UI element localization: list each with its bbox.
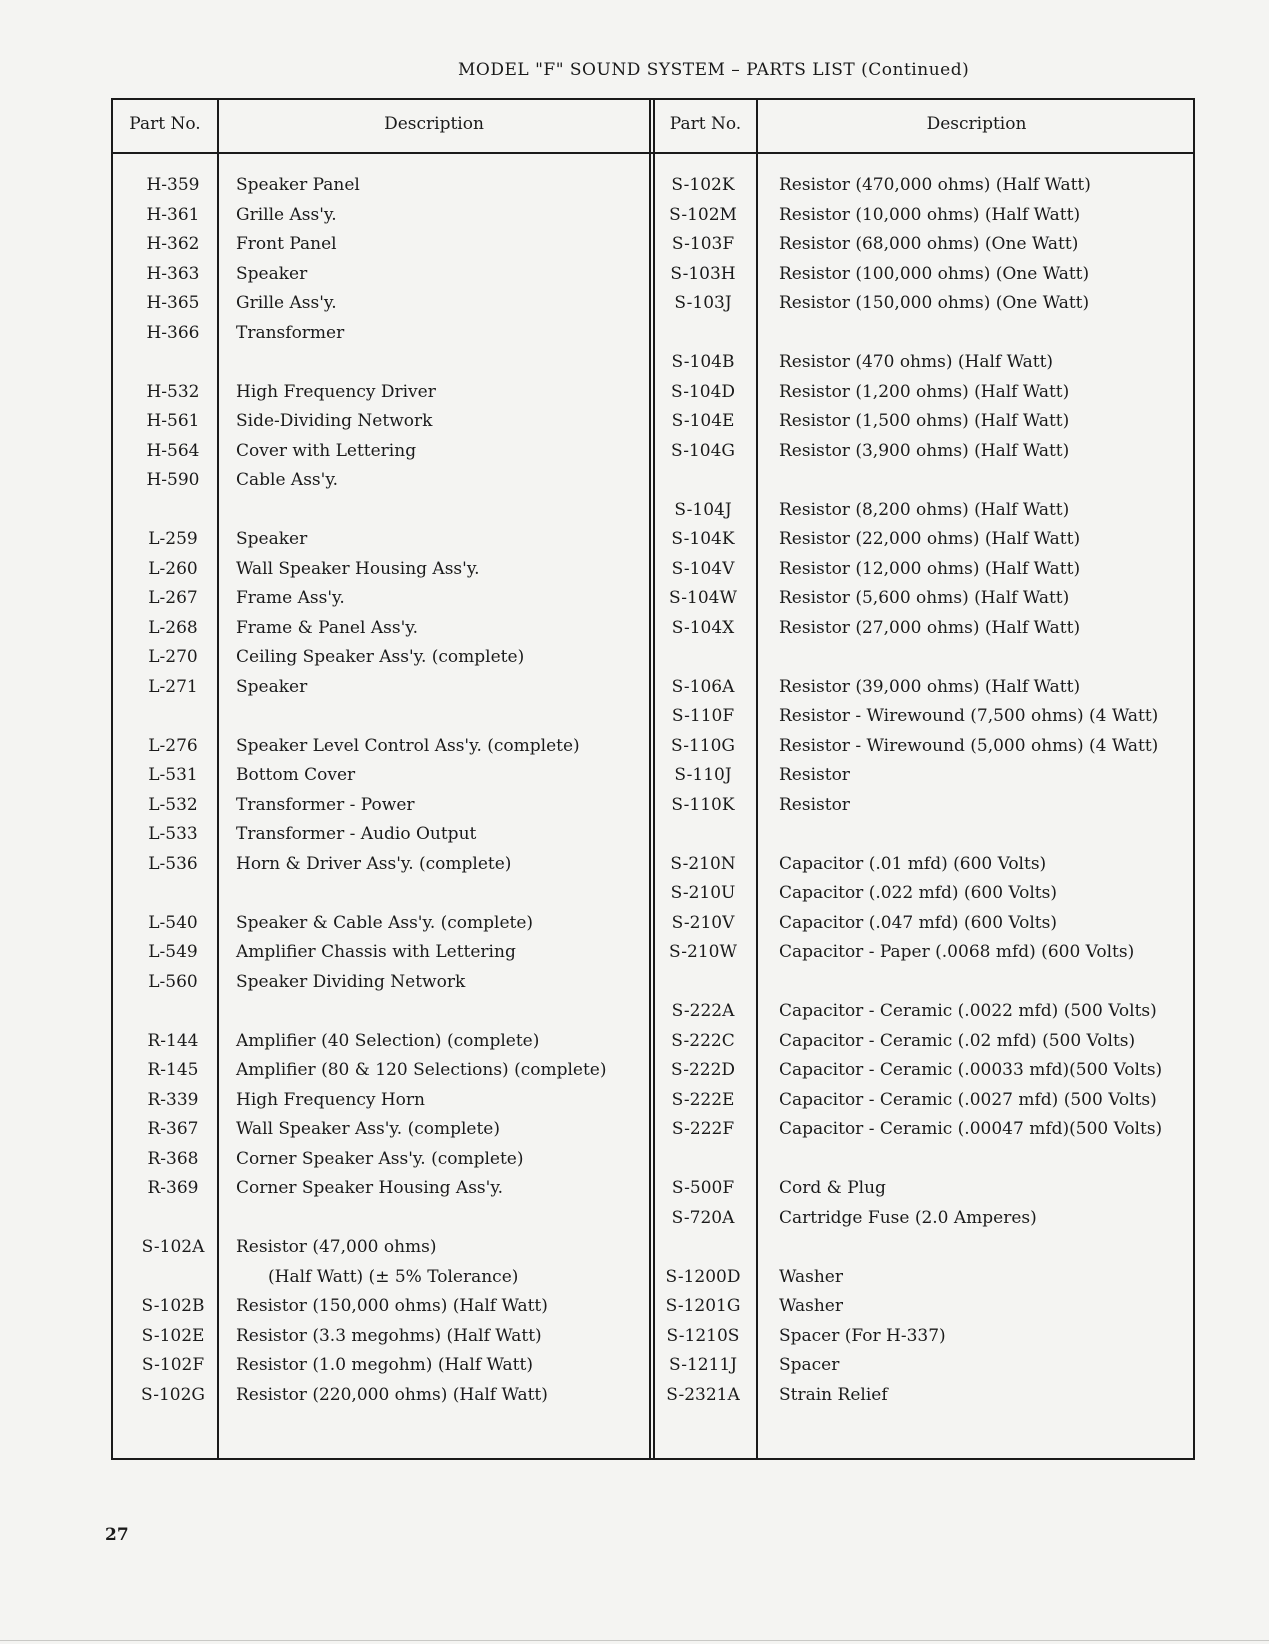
table-row bbox=[113, 1174, 649, 1204]
table-row bbox=[113, 466, 649, 496]
part-description: Resistor bbox=[779, 765, 850, 785]
table-row bbox=[655, 171, 1195, 201]
table-row bbox=[113, 1263, 649, 1293]
part-number: S-110K bbox=[671, 794, 735, 815]
table-row bbox=[113, 555, 649, 585]
part-description: Resistor (47,000 ohms) bbox=[236, 1237, 437, 1257]
part-number: S-104W bbox=[669, 588, 737, 608]
table-row bbox=[655, 201, 1195, 231]
table-row bbox=[113, 791, 649, 821]
part-description: Cable Ass'y. bbox=[236, 470, 339, 490]
part-number: R-368 bbox=[147, 1148, 199, 1169]
table-row bbox=[113, 1056, 649, 1086]
part-description: Spacer bbox=[779, 1355, 840, 1375]
bottom-rule bbox=[0, 1640, 1269, 1641]
part-description: Speaker bbox=[236, 263, 308, 284]
table-row bbox=[113, 1086, 649, 1116]
part-description: Resistor (150,000 ohms) (One Watt) bbox=[779, 293, 1090, 313]
header-rule bbox=[113, 152, 1193, 154]
part-number: S-103J bbox=[674, 293, 732, 313]
part-description: Front Panel bbox=[236, 234, 337, 254]
part-description: Capacitor (.022 mfd) (600 Volts) bbox=[779, 883, 1057, 903]
table-row bbox=[655, 1204, 1195, 1234]
right-column bbox=[655, 171, 1195, 1410]
part-number: S-102A bbox=[141, 1237, 205, 1257]
table-row bbox=[113, 525, 649, 555]
table-row bbox=[113, 378, 649, 408]
table-row bbox=[655, 348, 1195, 378]
part-description: Horn & Driver Ass'y. (complete) bbox=[236, 853, 512, 874]
part-number: S-104E bbox=[671, 411, 735, 431]
part-number: S-222F bbox=[671, 1119, 735, 1139]
part-number: R-369 bbox=[147, 1178, 199, 1198]
part-number: L-276 bbox=[148, 735, 198, 756]
part-description: Resistor (220,000 ohms) (Half Watt) bbox=[236, 1384, 548, 1405]
table-row bbox=[113, 1145, 649, 1175]
part-number: H-590 bbox=[146, 470, 200, 490]
table-row bbox=[655, 1292, 1195, 1322]
table-row bbox=[655, 909, 1195, 939]
table-row bbox=[655, 584, 1195, 614]
part-number: H-362 bbox=[146, 234, 200, 254]
part-number: L-267 bbox=[148, 588, 198, 608]
table-row bbox=[655, 496, 1195, 526]
part-number: S-222C bbox=[671, 1030, 735, 1051]
part-number: H-532 bbox=[146, 381, 200, 402]
table-row bbox=[655, 791, 1195, 821]
part-number: H-363 bbox=[146, 263, 200, 284]
table-row bbox=[655, 1174, 1195, 1204]
part-description: Ceiling Speaker Ass'y. (complete) bbox=[236, 647, 525, 667]
part-description: Amplifier (80 & 120 Selections) (complete) bbox=[236, 1060, 607, 1080]
table-row bbox=[113, 820, 649, 850]
table-row bbox=[113, 496, 649, 526]
part-description: Resistor (10,000 ohms) (Half Watt) bbox=[779, 204, 1081, 225]
part-description: Capacitor - Ceramic (.00047 mfd)(500 Volts) bbox=[779, 1119, 1163, 1139]
part-description: Wall Speaker Housing Ass'y. bbox=[236, 558, 480, 579]
part-number: S-104B bbox=[671, 352, 735, 372]
part-number: S-110J bbox=[674, 765, 732, 785]
table-row bbox=[655, 378, 1195, 408]
part-description: Resistor (470 ohms) (Half Watt) bbox=[779, 352, 1054, 372]
table-row bbox=[655, 1351, 1195, 1381]
table-row bbox=[655, 1115, 1195, 1145]
table-row bbox=[113, 879, 649, 909]
table-row bbox=[113, 732, 649, 762]
parts-table bbox=[111, 98, 1195, 1460]
table-row bbox=[655, 525, 1195, 555]
part-number: H-564 bbox=[146, 440, 200, 461]
table-row bbox=[113, 437, 649, 467]
part-description: Resistor - Wirewound (5,000 ohms) (4 Watt) bbox=[779, 735, 1159, 756]
part-number: L-268 bbox=[148, 617, 198, 638]
part-number: H-365 bbox=[146, 293, 200, 313]
part-number: S-720A bbox=[671, 1207, 735, 1228]
table-row bbox=[113, 1027, 649, 1057]
part-description: Resistor (8,200 ohms) (Half Watt) bbox=[779, 499, 1070, 520]
part-number: R-339 bbox=[147, 1089, 199, 1110]
table-row bbox=[113, 201, 649, 231]
page-number: 27 bbox=[105, 1525, 129, 1545]
table-row bbox=[113, 702, 649, 732]
table-row bbox=[113, 319, 649, 349]
part-number: S-102E bbox=[141, 1325, 205, 1346]
part-number: S-222D bbox=[670, 1060, 736, 1080]
part-number: S-210W bbox=[669, 942, 737, 962]
table-row bbox=[113, 850, 649, 880]
part-description: Wall Speaker Ass'y. (complete) bbox=[236, 1119, 500, 1139]
part-description: Capacitor - Ceramic (.0027 mfd) (500 Volts) bbox=[779, 1089, 1157, 1110]
table-row bbox=[113, 997, 649, 1027]
part-description: Resistor (12,000 ohms) (Half Watt) bbox=[779, 558, 1081, 579]
part-description: Resistor (39,000 ohms) (Half Watt) bbox=[779, 676, 1081, 697]
table-row bbox=[655, 1056, 1195, 1086]
table-row bbox=[655, 673, 1195, 703]
table-row bbox=[655, 289, 1195, 319]
part-description: Resistor (3.3 megohms) (Half Watt) bbox=[236, 1325, 542, 1346]
header-left-description: Description bbox=[384, 114, 484, 134]
part-number: S-104G bbox=[670, 440, 736, 461]
part-number: S-103F bbox=[671, 234, 735, 254]
table-row bbox=[113, 1204, 649, 1234]
part-description: Amplifier Chassis with Lettering bbox=[236, 942, 516, 962]
part-number: S-102M bbox=[669, 204, 737, 225]
part-description: Resistor (22,000 ohms) (Half Watt) bbox=[779, 529, 1081, 549]
part-description: High Frequency Horn bbox=[236, 1089, 425, 1110]
table-row bbox=[655, 230, 1195, 260]
part-number: H-366 bbox=[146, 322, 200, 343]
center-divider bbox=[649, 100, 651, 1458]
part-number: R-367 bbox=[147, 1119, 199, 1139]
part-description: Resistor (1,500 ohms) (Half Watt) bbox=[779, 411, 1070, 431]
table-row bbox=[655, 407, 1195, 437]
part-number: S-103H bbox=[670, 263, 736, 284]
table-row bbox=[113, 1233, 649, 1263]
part-description: Resistor - Wirewound (7,500 ohms) (4 Watt) bbox=[779, 706, 1159, 726]
table-row bbox=[655, 466, 1195, 496]
part-description: Strain Relief bbox=[779, 1384, 888, 1405]
part-description: Grille Ass'y. bbox=[236, 293, 337, 313]
part-number: S-210U bbox=[670, 883, 736, 903]
table-row bbox=[655, 820, 1195, 850]
part-number: S-104K bbox=[671, 529, 735, 549]
part-number: S-106A bbox=[671, 676, 735, 697]
part-description: Amplifier (40 Selection) (complete) bbox=[236, 1030, 540, 1051]
part-number: S-500F bbox=[671, 1178, 735, 1198]
table-row bbox=[655, 761, 1195, 791]
part-description: Cord & Plug bbox=[779, 1178, 886, 1198]
table-row bbox=[113, 761, 649, 791]
part-number: R-145 bbox=[147, 1060, 199, 1080]
table-row bbox=[113, 968, 649, 998]
table-row bbox=[113, 1351, 649, 1381]
part-description: Speaker bbox=[236, 529, 308, 549]
table-row bbox=[113, 171, 649, 201]
table-row bbox=[113, 348, 649, 378]
part-number: S-110G bbox=[670, 735, 736, 756]
table-row bbox=[655, 260, 1195, 290]
table-row bbox=[655, 555, 1195, 585]
table-row bbox=[113, 1381, 649, 1411]
table-row bbox=[655, 1233, 1195, 1263]
part-description: Resistor bbox=[779, 794, 850, 815]
part-number: L-270 bbox=[148, 647, 198, 667]
part-number: S-1210S bbox=[666, 1325, 740, 1346]
table-row bbox=[113, 1322, 649, 1352]
part-description: Cover with Lettering bbox=[236, 440, 417, 461]
table-row bbox=[655, 437, 1195, 467]
part-number: H-561 bbox=[146, 411, 200, 431]
part-number: L-260 bbox=[148, 558, 198, 579]
part-description: Capacitor - Ceramic (.02 mfd) (500 Volts) bbox=[779, 1030, 1136, 1051]
part-number: S-102B bbox=[141, 1296, 205, 1316]
table-row bbox=[655, 1322, 1195, 1352]
part-description: Bottom Cover bbox=[236, 765, 356, 785]
part-description: Grille Ass'y. bbox=[236, 204, 337, 225]
part-description: Capacitor - Ceramic (.00033 mfd)(500 Volts) bbox=[779, 1060, 1163, 1080]
page-title: MODEL "F" SOUND SYSTEM – PARTS LIST (Continued) bbox=[458, 60, 970, 80]
table-row bbox=[113, 407, 649, 437]
part-number: S-110F bbox=[671, 706, 735, 726]
table-row bbox=[655, 997, 1195, 1027]
table-row bbox=[655, 643, 1195, 673]
part-description: Frame Ass'y. bbox=[236, 588, 345, 608]
part-description: Speaker Panel bbox=[236, 175, 360, 195]
part-number: S-102K bbox=[671, 175, 735, 195]
part-number: L-532 bbox=[148, 794, 198, 815]
part-description: Washer bbox=[779, 1266, 843, 1287]
part-number: L-536 bbox=[148, 853, 198, 874]
part-description: Transformer - Power bbox=[236, 794, 415, 815]
part-number: S-210V bbox=[671, 912, 735, 933]
table-row bbox=[655, 702, 1195, 732]
part-number: S-104D bbox=[670, 381, 736, 402]
part-number: S-104V bbox=[671, 558, 735, 579]
table-row bbox=[655, 1027, 1195, 1057]
table-row bbox=[655, 850, 1195, 880]
part-number: S-102G bbox=[140, 1384, 206, 1405]
part-description: Resistor (100,000 ohms) (One Watt) bbox=[779, 263, 1090, 284]
part-description: Spacer (For H-337) bbox=[779, 1325, 946, 1346]
header-left-part-no: Part No. bbox=[129, 114, 201, 134]
table-row bbox=[113, 673, 649, 703]
table-row bbox=[113, 909, 649, 939]
part-description: Side-Dividing Network bbox=[236, 411, 433, 431]
part-description: Transformer - Audio Output bbox=[236, 824, 477, 844]
part-number: S-102F bbox=[141, 1355, 205, 1375]
part-description: Corner Speaker Ass'y. (complete) bbox=[236, 1148, 524, 1169]
part-description: Cartridge Fuse (2.0 Amperes) bbox=[779, 1207, 1037, 1228]
table-row bbox=[113, 938, 649, 968]
part-description: Capacitor - Paper (.0068 mfd) (600 Volts) bbox=[779, 942, 1135, 962]
table-row bbox=[113, 289, 649, 319]
part-number: L-259 bbox=[148, 529, 198, 549]
part-description: Resistor (27,000 ohms) (Half Watt) bbox=[779, 617, 1081, 638]
part-description: Resistor (150,000 ohms) (Half Watt) bbox=[236, 1296, 548, 1316]
part-description: Speaker Dividing Network bbox=[236, 971, 466, 992]
part-number: L-540 bbox=[148, 912, 198, 933]
table-row bbox=[113, 584, 649, 614]
table-row bbox=[655, 938, 1195, 968]
table-row bbox=[655, 732, 1195, 762]
part-number: S-2321A bbox=[666, 1384, 740, 1405]
part-description: Washer bbox=[779, 1296, 843, 1316]
part-number: S-1201G bbox=[665, 1296, 741, 1316]
header-right-description: Description bbox=[926, 114, 1027, 134]
part-description: Transformer bbox=[236, 322, 345, 343]
part-number: S-222A bbox=[671, 1001, 735, 1021]
table-row bbox=[655, 879, 1195, 909]
part-description: Speaker & Cable Ass'y. (complete) bbox=[236, 912, 534, 933]
part-description: Resistor (470,000 ohms) (Half Watt) bbox=[779, 175, 1091, 195]
part-number: L-533 bbox=[148, 824, 198, 844]
part-description: Speaker Level Control Ass'y. (complete) bbox=[236, 735, 580, 756]
part-number: S-222E bbox=[671, 1089, 735, 1110]
table-row bbox=[113, 260, 649, 290]
table-row bbox=[655, 614, 1195, 644]
table-row bbox=[655, 1263, 1195, 1293]
part-number: L-549 bbox=[148, 942, 198, 962]
part-description: Capacitor (.01 mfd) (600 Volts) bbox=[779, 853, 1047, 874]
part-description: Resistor (1.0 megohm) (Half Watt) bbox=[236, 1355, 533, 1375]
table-row bbox=[113, 1115, 649, 1145]
part-number: S-104X bbox=[671, 617, 735, 638]
table-row bbox=[113, 643, 649, 673]
table-row bbox=[113, 614, 649, 644]
part-number: H-359 bbox=[146, 175, 200, 195]
table-row bbox=[113, 1292, 649, 1322]
part-description: Capacitor - Ceramic (.0022 mfd) (500 Volts) bbox=[779, 1001, 1157, 1021]
part-number: S-104J bbox=[674, 499, 732, 520]
part-description: Resistor (3,900 ohms) (Half Watt) bbox=[779, 440, 1070, 461]
header-right-part-no: Part No. bbox=[669, 114, 742, 134]
part-number: L-531 bbox=[148, 765, 198, 785]
table-row bbox=[655, 1086, 1195, 1116]
part-number: S-210N bbox=[670, 853, 736, 874]
part-description: Speaker bbox=[236, 676, 308, 697]
part-number: L-560 bbox=[148, 971, 198, 992]
table-row bbox=[655, 319, 1195, 349]
table-row bbox=[113, 230, 649, 260]
part-description: Corner Speaker Housing Ass'y. bbox=[236, 1178, 504, 1198]
table-row bbox=[655, 1145, 1195, 1175]
part-description: Resistor (1,200 ohms) (Half Watt) bbox=[779, 381, 1070, 402]
part-number: S-1200D bbox=[665, 1266, 741, 1287]
part-description: Resistor (68,000 ohms) (One Watt) bbox=[779, 234, 1079, 254]
part-number: H-361 bbox=[146, 204, 200, 225]
part-description: High Frequency Driver bbox=[236, 381, 436, 402]
part-number: L-271 bbox=[148, 676, 198, 697]
part-number: R-144 bbox=[147, 1030, 199, 1051]
part-number: S-1211J bbox=[668, 1355, 738, 1375]
part-description: Capacitor (.047 mfd) (600 Volts) bbox=[779, 912, 1057, 933]
part-description: (Half Watt) (± 5% Tolerance) bbox=[268, 1266, 519, 1287]
table-row bbox=[655, 1381, 1195, 1411]
part-description: Frame & Panel Ass'y. bbox=[236, 617, 418, 638]
part-description: Resistor (5,600 ohms) (Half Watt) bbox=[779, 588, 1070, 608]
table-row bbox=[655, 968, 1195, 998]
left-column bbox=[113, 171, 649, 1410]
